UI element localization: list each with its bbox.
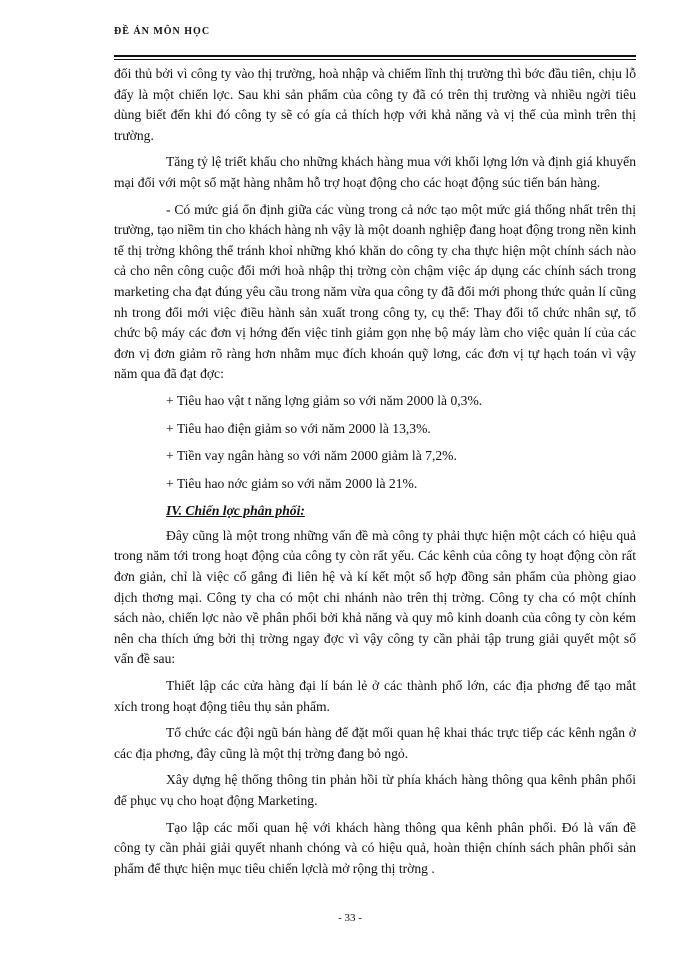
paragraph-retail-stores: Thiết lập các cửa hàng đại lí bán lẻ ở các thành phố lớn, các địa phơng để tạo mắt xích trong hoạt động tiêu thụ sản phẩm.: [114, 678, 636, 714]
paragraph-feedback-system: Xây dựng hệ thống thông tin phản hồi từ phía khách hàng thông qua kênh phân phối để phục vụ cho hoạt động Marketing.: [114, 772, 636, 808]
paragraph-discount: Tăng tỷ lệ triết khấu cho những khách hàng mua với khối lợng lớn và định giá khuyến mại đối với một số mặt hàng nhằm hỗ trợ hoạt động cho các hoạt động súc tiến bán hàng.: [114, 154, 636, 190]
paragraph-stable-price: - Có mức giá ổn định giữa các vùng trong cả nớc tạo một mức giá thống nhất trên thị trường, tạo niềm tin cho khách hàng nh vậy là một doanh nghiệp đang hoạt động trong nền kinh tế thị trờng không thể tránh khoỉ những khó khăn do công ty cha thực hiện một chính sách nào cả cho nên công cuộc đổi mới hoà nhập thị trờng còn chậm việc áp dụng các chính sách trong marketing cha đạt đúng yêu cầu trong năm vừa qua công ty đã đổi mới phong thức quản lí cũng nh trong đổi mới việc điều hành sản xuất trong công ty, cụ thể: Thay đổi tổ chức nhân sự, tổ chức bộ máy các đơn vị hớng đến việc tinh giảm gọn nhẹ bộ máy làm cho việc quản lí của các đơn vị đơn giảm rõ ràng hơn nhằm mục đích khoán quỹ lơng, các đơn vị tự hạch toán vì vậy năm qua đã đạt đợc:: [114, 201, 636, 382]
page-header-title: ĐỀ ÁN MÔN HỌC: [114, 26, 211, 37]
list-item-bank-loan: + Tiền vay ngân hàng so với năm 2000 giảm là 7,2%.: [166, 448, 457, 464]
list-item-electricity: + Tiêu hao điện giảm so với năm 2000 là 13,3%.: [166, 420, 431, 436]
paragraph-distribution-intro: Đây cũng là một trong những vấn đề mà công ty phải thực hiện một cách có hiệu quả trong năm tới trong hoạt động của công ty còn rất yếu. Các kênh của công ty hoạt động còn rất đơn giản, chỉ là việc cố gắng đi liên hệ và kí kết một số hợp đồng sản phẩm của phòng giao dịch thơng mại. Công ty cha có một chi nhánh nào trên thị trờng. Công ty cha có một chính sách nào, chiến lợc nào về phân phối bởi khả năng và quy mô kinh doanh của công ty còn kém nên cha thích ứng bởi thị trờng ngay đợc vì vậy công ty cần phải tập trung giải quyết một số vấn đề sau:: [114, 527, 636, 667]
paragraph-continuation: đối thủ bởi vì công ty vào thị trường, hoà nhập và chiếm lĩnh thị trường thì bớc đầu tiên, chịu lỗ đấy là một chiến lợc. Sau khi sản phẩm của công ty đã có trên thị trường và nhiều ngời tiêu dùng biết đến khi đó công ty sẽ có gía cả thích hợp với khả năng và vị thế của mình trên thị trường.: [114, 66, 636, 143]
header-rule-thick: [114, 55, 636, 57]
paragraph-customer-relations: Tạo lập các mối quan hệ với khách hàng thông qua kênh phân phối. Đó là vấn đề công ty cần phải giải quyết nhanh chóng và có hiệu quả, hoàn thiện chính sách phân phối sản phẩm để thực hiện mục tiêu chiến lợclà mở rộng thị trờng .: [114, 819, 636, 876]
list-item-material: + Tiêu hao vật t năng lợng giảm so với năm 2000 là 0,3%.: [166, 392, 483, 408]
list-item-water: + Tiêu hao nớc giảm so với năm 2000 là 21%.: [166, 475, 418, 491]
section-heading-distribution: IV. Chiến lợc phân phối:: [166, 503, 305, 519]
page-number: - 33 -: [338, 912, 362, 924]
paragraph-sales-team: Tổ chức các đội ngũ bán hàng để đặt mối quan hệ khai thác trực tiếp các kênh ngắn ở các địa phơng, đây cũng là một thị trờng đang bỏ ngỏ.: [114, 725, 636, 761]
document-body: [114, 64, 636, 885]
header-rule-thin: [114, 59, 636, 60]
